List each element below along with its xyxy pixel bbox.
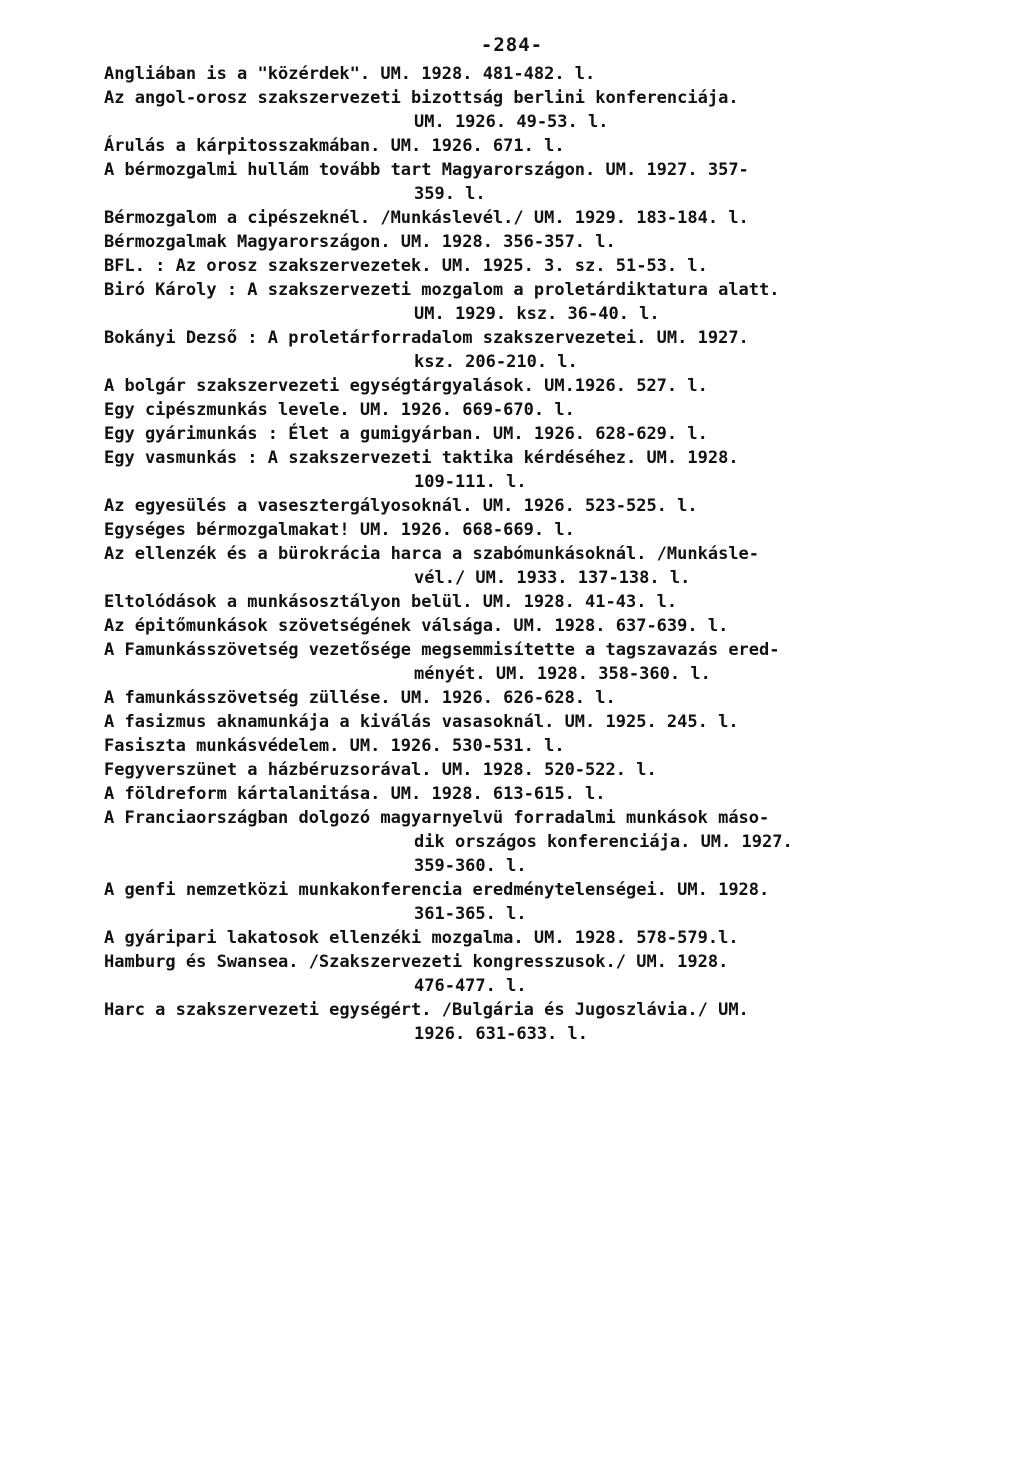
bibliography-entry [104,590,984,614]
entry-line: Egységes bérmozgalmakat! UM. 1926. 668-669. l. [104,520,575,540]
entry-line: Az egyesülés a vasesztergályosoknál. UM. 1926. 523-525. l. [104,496,698,516]
bibliography-entry [104,758,984,782]
bibliography-entry [104,374,984,398]
entry-line: BFL. : Az orosz szakszervezetek. UM. 1925. 3. sz. 51-53. l. [104,256,708,276]
entry-line: Eltolódások a munkásosztályon belül. UM. 1928. 41-43. l. [104,592,678,612]
bibliography-entry [104,782,984,806]
entry-continuation-line: ksz. 206-210. l. [414,352,578,372]
bibliography-entry [104,878,984,926]
entry-line: Az ellenzék és a bürokrácia harca a szabómunkásoknál. /Munkásle- [104,544,760,564]
entry-line: A genfi nemzetközi munkakonferencia eredménytelenségei. UM. 1928. [104,880,770,900]
entry-line: Egy cipészmunkás levele. UM. 1926. 669-670. l. [104,400,575,420]
bibliography-entry [104,926,984,950]
entry-line: A földreform kártalanitása. UM. 1928. 613-615. l. [104,784,606,804]
entry-line: Az angol-orosz szakszervezeti bizottság berlini konferenciája. [104,88,739,108]
bibliography-entry [104,230,984,254]
entry-line: Árulás a kárpitosszakmában. UM. 1926. 671. l. [104,136,565,156]
entry-line: Bokányi Dezső : A proletárforradalom szakszervezetei. UM. 1927. [104,328,749,348]
bibliography-entry [104,446,984,494]
entry-line: Angliában is a "közérdek". UM. 1928. 481-482. l. [104,64,596,84]
entry-line: A bolgár szakszervezeti egységtárgyalások. UM.1926. 527. l. [104,376,708,396]
entry-line: Hamburg és Swansea. /Szakszervezeti kongresszusok./ UM. 1928. [104,952,729,972]
entry-line: Egy gyárimunkás : Élet a gumigyárban. UM. 1926. 628-629. l. [104,424,708,444]
entry-continuation-line: 361-365. l. [414,904,527,924]
entry-continuation-line: 109-111. l. [414,472,527,492]
bibliography-entry [104,518,984,542]
entry-continuation-line: 359-360. l. [414,856,527,876]
bibliography-entry [104,950,984,998]
bibliography-entry [104,542,984,590]
bibliography-entry [104,494,984,518]
entry-continuation-line: ményét. UM. 1928. 358-360. l. [414,664,711,684]
entry-line: A bérmozgalmi hullám tovább tart Magyarországon. UM. 1927. 357- [104,160,749,180]
bibliography-entry [104,398,984,422]
entry-continuation-line: 359. l. [414,184,486,204]
bibliography-list [104,62,984,1046]
entry-line: Bérmozgalom a cipészeknél. /Munkáslevél./ UM. 1929. 183-184. l. [104,208,749,228]
entry-line: Egy vasmunkás : A szakszervezeti taktika kérdéséhez. UM. 1928. [104,448,739,468]
entry-line: A Famunkásszövetség vezetősége megsemmisítette a tagszavazás ered- [104,640,780,660]
bibliography-entry [104,806,984,878]
bibliography-entry [104,62,984,86]
bibliography-entry [104,614,984,638]
bibliography-entry [104,326,984,374]
bibliography-entry [104,710,984,734]
bibliography-entry [104,134,984,158]
bibliography-entry [104,686,984,710]
bibliography-entry [104,734,984,758]
bibliography-entry [104,254,984,278]
bibliography-entry [104,206,984,230]
bibliography-entry [104,998,984,1046]
entry-line: A gyáripari lakatosok ellenzéki mozgalma. UM. 1928. 578-579.l. [104,928,739,948]
entry-continuation-line: UM. 1929. ksz. 36-40. l. [414,304,660,324]
page-number: -284- [480,34,544,56]
entry-continuation-line: UM. 1926. 49-53. l. [414,112,609,132]
entry-continuation-line: vél./ UM. 1933. 137-138. l. [414,568,691,588]
entry-line: Az épitőmunkások szövetségének válsága. UM. 1928. 637-639. l. [104,616,729,636]
entry-continuation-line: dik országos konferenciája. UM. 1927. [414,832,793,852]
bibliography-entry [104,158,984,206]
entry-line: Bérmozgalmak Magyarországon. UM. 1928. 356-357. l. [104,232,616,252]
entry-continuation-line: 476-477. l. [414,976,527,996]
entry-line: A Franciaországban dolgozó magyarnyelvü forradalmi munkások máso- [104,808,770,828]
entry-continuation-line: 1926. 631-633. l. [414,1024,588,1044]
bibliography-entry [104,86,984,134]
entry-line: Biró Károly : A szakszervezeti mozgalom a proletárdiktatura alatt. [104,280,780,300]
bibliography-entry [104,278,984,326]
entry-line: Fasiszta munkásvédelem. UM. 1926. 530-531. l. [104,736,565,756]
bibliography-entry [104,638,984,686]
entry-line: A fasizmus aknamunkája a kiválás vasasoknál. UM. 1925. 245. l. [104,712,739,732]
entry-line: Harc a szakszervezeti egységért. /Bulgária és Jugoszlávia./ UM. [104,1000,749,1020]
bibliography-entry [104,422,984,446]
entry-line: A famunkásszövetség züllése. UM. 1926. 626-628. l. [104,688,616,708]
entry-line: Fegyverszünet a házbéruzsorával. UM. 1928. 520-522. l. [104,760,657,780]
